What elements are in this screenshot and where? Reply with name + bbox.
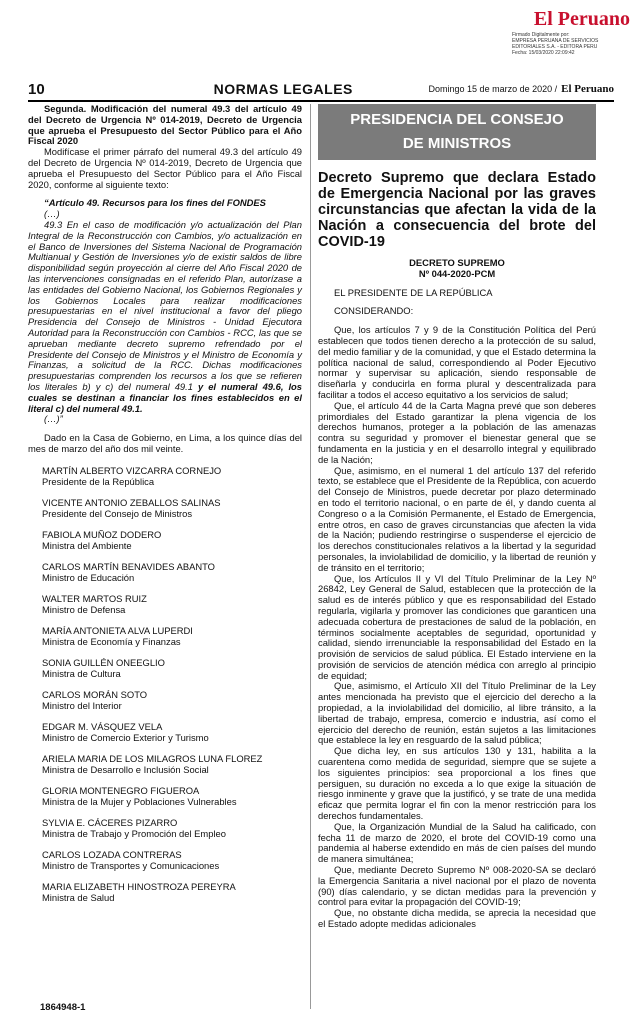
- signatory-role: Ministro de Educación: [42, 571, 135, 583]
- decree-label: DECRETO SUPREMO: [409, 257, 505, 268]
- signatory: [28, 497, 302, 519]
- signatory-name: CARLOS MORÁN SOTO: [42, 688, 148, 700]
- signatory: [28, 625, 302, 647]
- signatory-name: SONIA GUILLÉN ONEEGLIO: [42, 656, 165, 668]
- paragraph: Que, asimismo, el Artículo XII del Título Preliminar de la Ley antes mencionada ha previsto que el ejercicio del derecho a la propiedad, a la inviolabilidad del domicilio, al libre tránsito, a la libertad de trabajo, empresa, comercio e industria, así como el ejercicio del derecho de reunión, están sujetos a las limitaciones que establece la ley en resguardo de la salud pública;: [318, 680, 596, 746]
- quote-title: “Artículo 49. Recursos para los fines del FONDES: [44, 197, 266, 209]
- signatory-name: WALTER MARTOS RUIZ: [42, 592, 147, 604]
- ellipsis: (…): [44, 208, 60, 220]
- signatory: [28, 817, 302, 839]
- signatory: [28, 529, 302, 551]
- banner-line: PRESIDENCIA DEL CONSEJO: [350, 111, 564, 128]
- signatory: [28, 849, 302, 871]
- header-brand: El Peruano: [561, 83, 614, 95]
- left-column: [28, 104, 302, 903]
- paragraph: Que, mediante Decreto Supremo Nº 008-2020-SA se declaró la Emergencia Sanitaria a nivel nacional por el plazo de noventa (90) días calendario, y se dictan medidas para la prevención y control para evitar la propagación del COVID-19;: [318, 864, 596, 908]
- el-peruano-logo: El Peruano: [533, 8, 630, 30]
- signatory: [28, 881, 302, 903]
- signatory-name: ARIELA MARIA DE LOS MILAGROS LUNA FLOREZ: [42, 752, 263, 764]
- signatory-role: Ministra de Salud: [42, 891, 115, 903]
- quote-text: 49.3 En el caso de modificación y/o actualización del Plan Integral de la Reconstrucción con Cambios, y/o actualización en el Banco de Inversiones del Sistema Nacional de Programación Multianual y Gestión de Inversiones y/o de existir saldos de libre disponibilidad según proyección al cierre del Año Fiscal 2020 de las intervenciones consignadas en el referido Plan, autorízase a las entidades del Gobierno Nacional, los Gobiernos Regionales y los Gobiernos Locales para realizar modificaciones presupuestarias en el nivel institucional a favor del pliego Presidencia del Consejo de Ministros - Unidad Ejecutora Autoridad para la Reconstrucción con Cambios - RCC, las que se aprueban mediante decreto supremo refrendado por el Presidente del Consejo de Ministros y el Ministro de Economía y Finanzas, a solicitud de la RCC. Dichas modificaciones presupuestarias comprenden los recursos a los que se refieren los literales b) y c) del numeral 49.1: [28, 218, 302, 392]
- paragraph: Que, no obstante dicha medida, se aprecia la necesidad que el Estado adopte medidas adicionales: [318, 907, 596, 930]
- signatory-role: Ministro de Defensa: [42, 603, 126, 615]
- signatory-role: Ministro del Interior: [42, 699, 122, 711]
- signatory-list: [28, 465, 302, 903]
- paragraph: Modifícase el primer párrafo del numeral 49.3 del artículo 49 del Decreto de Urgencia Nº 014-2019, Decreto de Urgencia que aprueba el Presupuesto del Sector Público para el Año Fiscal 2020, conforme al siguiente texto:: [28, 146, 302, 190]
- section-banner: [318, 104, 596, 160]
- page-number: 10: [28, 80, 45, 98]
- signatory-name: MARIA ELIZABETH HINOSTROZA PEREYRA: [42, 880, 236, 892]
- signature-line: EMPRESA PERUANA DE SERVICIOS: [512, 38, 599, 44]
- signatory: [28, 689, 302, 711]
- signatory-role: Ministra de Economía y Finanzas: [42, 635, 181, 647]
- signatory-name: FABIOLA MUÑOZ DODERO: [42, 528, 162, 540]
- document-code: 1864948-1: [40, 1002, 86, 1013]
- column-divider: [310, 104, 311, 1009]
- signatory-name: GLORIA MONTENEGRO FIGUEROA: [42, 784, 200, 796]
- signature-line: Firmado Digitalmente por:: [512, 32, 570, 38]
- article-heading: Segunda. Modificación del numeral 49.3 del artículo 49 del Decreto de Urgencia Nº 014-2019, Decreto de Urgencia que aprueba el Presupuesto del Sector Público para el Año Fiscal 2020: [28, 103, 302, 147]
- signatory: [28, 753, 302, 775]
- signatory: [28, 785, 302, 807]
- banner-line: DE MINISTROS: [402, 135, 512, 152]
- signatory: [28, 721, 302, 743]
- signatory-role: Ministra de Trabajo y Promoción del Empleo: [42, 827, 226, 839]
- signatory-name: CARLOS MARTÍN BENAVIDES ABANTO: [42, 560, 215, 572]
- signatory: [28, 561, 302, 583]
- signatory-name: CARLOS LOZADA CONTRERAS: [42, 848, 182, 860]
- closing-paragraph: Dado en la Casa de Gobierno, en Lima, a los quince días del mes de marzo del año dos mil veinte.: [28, 432, 302, 454]
- signatory-name: MARÍA ANTONIETA ALVA LUPERDI: [42, 624, 193, 636]
- ellipsis: (…)”: [44, 413, 63, 425]
- signatory-role: Ministra del Ambiente: [42, 539, 132, 551]
- signatory-role: Ministra de la Mujer y Poblaciones Vulnerables: [42, 795, 237, 807]
- signatory-role: Ministra de Desarrollo e Inclusión Social: [42, 763, 209, 775]
- digital-signature: [512, 32, 630, 56]
- decree-title: Decreto Supremo que declara Estado de Emergencia Nacional por las graves circunstancias que afectan la vida de la Nación a consecuencia del brote del COVID-19: [318, 170, 596, 250]
- header-date: Domingo 15 de marzo de 2020 /: [428, 84, 558, 94]
- paragraph: Que, asimismo, en el numeral 1 del artículo 137 del referido texto, se establece que el Presidente de la República, con acuerdo del Consejo de Ministros, puede decretar por plazo determinado en todo el territorio nacional, o en parte de él, y dando cuenta al Congreso o a la Comisión Permanente, el Estado de Emergencia, entre otros, en caso de graves circunstancias que afecten la vida de la Nación; pudiendo restringirse o suspenderse el ejercicio de los derechos constitucionales relativos a la libertad y la seguridad personales, la inviolabilidad de domicilio, y la libertad de reunión y de tránsito en el territorio;: [318, 464, 596, 573]
- paragraph: Que dicha ley, en sus artículos 130 y 131, habilita a la cuarentena como medida de seguridad, siempre que se sujete a los siguientes principios: sea proporcional a los fines que persiguen, su duración no exceda a lo que exige la situación de riesgo inminente y grave que la justificó, y se trate de una medida eficaz que permita lograr el fin con la menor restricción para los derechos fundamentales.: [318, 745, 596, 822]
- signatory-name: MARTÍN ALBERTO VIZCARRA CORNEJO: [42, 464, 222, 476]
- page-header: [28, 78, 614, 102]
- signatory-role: Ministra de Cultura: [42, 667, 121, 679]
- signatory-name: SYLVIA E. CÁCERES PIZARRO: [42, 816, 178, 828]
- section-title: NORMAS LEGALES: [213, 81, 353, 97]
- considering-label: CONSIDERANDO:: [334, 305, 414, 317]
- signatory: [28, 593, 302, 615]
- signatory-role: Presidente del Consejo de Ministros: [42, 507, 193, 519]
- paragraph: Que, los Artículos II y VI del Título Preliminar de la Ley Nº 26842, Ley General de Salud, establecen que la protección de la salud es de interés público y que es responsabilidad del Estado regularla, vigilarla y promover las condiciones que garanticen una adecuada cobertura de prestaciones de salud de la población, en términos socialmente aceptables de seguridad, oportunidad y calidad, siendo irrenunciable la responsabilidad del Estado en la provisión de servicios de salud pública. El Estado interviene en la provisión de servicios de atención médica con arreglo al principio de equidad;: [318, 572, 596, 681]
- right-column: [318, 104, 596, 930]
- considerations: [318, 325, 596, 930]
- signatory-role: Ministro de Transportes y Comunicaciones: [42, 859, 220, 871]
- signatory-name: VICENTE ANTONIO ZEBALLOS SALINAS: [42, 496, 221, 508]
- signatory-role: Presidente de la República: [42, 475, 155, 487]
- paragraph: Que, la Organización Mundial de la Salud ha calificado, con fecha 11 de marzo de 2020, el brote del COVID-19 como una pandemia al haberse extendido en más de cien países del mundo de manera simultánea;: [318, 820, 596, 865]
- signatory-role: Ministro de Comercio Exterior y Turismo: [42, 731, 209, 743]
- signatory: [28, 657, 302, 679]
- president-line: EL PRESIDENTE DE LA REPÚBLICA: [334, 286, 493, 298]
- quote-body: [28, 220, 302, 414]
- paragraph: Que, el artículo 44 de la Carta Magna prevé que son deberes primordiales del Estado garantizar la plena vigencia de los derechos humanos, proteger a la población de las amenazas contra su seguridad y promover el bienestar general que se fundamenta en la justicia y en el desarrollo integral y equilibrado de la Nación;: [318, 399, 596, 465]
- quote-bold-text: y el numeral 49.6, los cuales se destinan a financiar los fines establecidos en el literal c) del numeral 49.1.: [28, 380, 302, 414]
- signatory-name: EDGAR M. VÁSQUEZ VELA: [42, 720, 163, 732]
- paragraph: Que, los artículos 7 y 9 de la Constitución Política del Perú establecen que todos tienen derecho a la protección de su salud, del medio familiar y de la comunidad, y que el Estado determina la política nacional de salud, correspondiendo al Poder Ejecutivo normar y supervisar su aplicación, siendo responsable de diseñarla y conducirla en forma plural y descentralizada para facilitar a todos el acceso equitativo a los servicios de salud;: [318, 324, 596, 400]
- signatory: [28, 465, 302, 487]
- decree-number: Nº 044-2020-PCM: [418, 267, 496, 279]
- signature-line: EDITORIALES S.A. - EDITORA PERU: [512, 44, 598, 50]
- signature-line: Fecha: 15/03/2020 22:09:42: [512, 50, 575, 56]
